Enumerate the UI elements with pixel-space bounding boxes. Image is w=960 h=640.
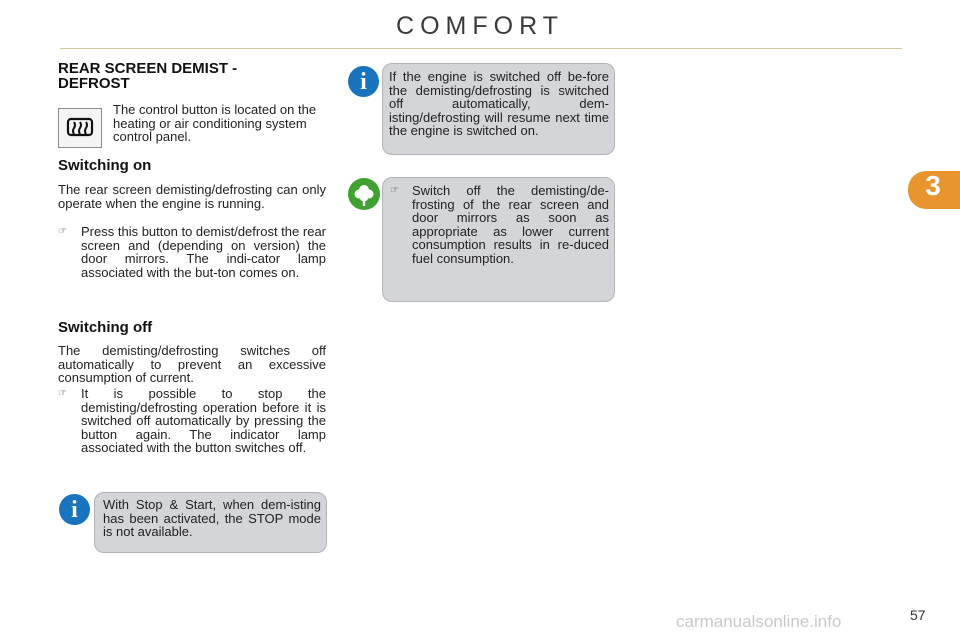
pointing-hand-icon: ☞	[390, 185, 399, 196]
rear-defrost-icon	[58, 108, 102, 148]
switching-off-heading: Switching off	[58, 319, 153, 336]
info-icon: i	[348, 66, 379, 97]
pointing-hand-icon: ☞	[58, 388, 67, 399]
page-number: 57	[910, 607, 926, 623]
switching-off-paragraph: The demisting/defrosting switches off automatically to prevent an excessive consumption of current.	[58, 343, 326, 385]
stop-start-note-text: With Stop & Start, when dem-isting has been activated, the STOP mode is not available.	[103, 497, 321, 539]
control-button-description: The control button is located on the heating or air conditioning system control panel.	[113, 102, 317, 144]
section-title-line2: DEFROST	[58, 75, 130, 92]
switching-on-paragraph: The rear screen demisting/defrosting can only operate when the engine is running.	[58, 182, 326, 211]
header-divider	[60, 48, 902, 49]
info-icon: i	[59, 494, 90, 525]
watermark: carmanualsonline.info	[676, 612, 842, 631]
section-title	[58, 61, 288, 91]
section-title-line1: REAR SCREEN DEMIST -	[58, 60, 238, 77]
switching-on-heading: Switching on	[58, 157, 152, 174]
eco-leaf-icon	[348, 178, 380, 210]
switching-on-bullet-text: Press this button to demist/defrost the rear screen and (depending on version) the door mirrors. The indi-cator lamp associated with the but-ton comes on.	[81, 224, 326, 280]
engine-off-note-text: If the engine is switched off be-fore the demisting/defrosting is switched off automatically, dem-isting/defrosting will resume next time the engine is switched on.	[389, 69, 609, 138]
chapter-number: 3	[925, 170, 941, 201]
eco-tip-note-text: Switch off the demisting/de-frosting of the rear screen and door mirrors as soon as appropriate as lower current consumption results in re-duced fuel consumption.	[412, 183, 609, 266]
switching-off-bullet-text: It is possible to stop the demisting/defrosting operation before it is switched off automatically by pressing the button again. The indicator lamp associated with the button switches off.	[81, 386, 326, 455]
pointing-hand-icon: ☞	[58, 226, 67, 237]
page-title: COMFORT	[396, 12, 564, 40]
